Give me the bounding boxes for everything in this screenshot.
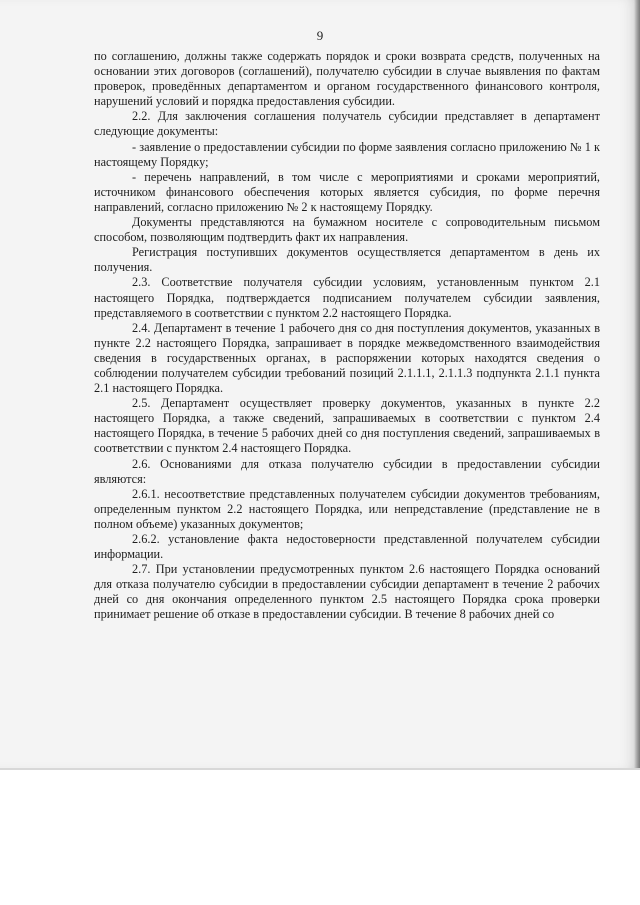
paragraph-2-3: 2.3. Соответствие получателя субсидии условиям, установленным пунктом 2.1 настоящего Порядка, подтверждается подписанием получателем субсидии заявления, представляемого в соответствии с пунктом 2.2 настоящего Порядка. (94, 275, 600, 320)
paragraph-2-7: 2.7. При установлении предусмотренных пунктом 2.6 настоящего Порядка оснований для отказа получателю субсидии в предоставлении субсидии департамент в течение 2 рабочих дней со дня окончания определенного пунктом 2.5 настоящего Порядка срока проверки принимает решение об отказе в предоставлении субсидии. В течение 8 рабочих дней со (94, 562, 600, 622)
paragraph-2-5: 2.5. Департамент осуществляет проверку документов, указанных в пункте 2.2 настоящего Порядка, а также сведений, запрашиваемых в соответствии с пунктом 2.4 настоящего Порядка, в течение 5 рабочих дней со дня поступления сведений, запрашиваемых в соответствии с пунктом 2.4 настоящего Порядка. (94, 396, 600, 456)
list-item-directions: - перечень направлений, в том числе с мероприятиями и сроками мероприятий, источником финансового обеспечения которых является субсидия, по форме перечня направлений, согласно приложению № 2 к настоящему Порядку. (94, 169, 600, 214)
paragraph-2-6-1: 2.6.1. несоответствие представленных получателем субсидии документов требованиям, определенным пунктом 2.2 настоящего Порядка, или непредставление (представление не в полном объеме) указанных документов; (94, 486, 600, 531)
paragraph-continuation: по соглашению, должны также содержать порядок и сроки возврата средств, полученных на основании этих договоров (соглашений), получателю субсидии в случае выявления по фактам проверок, проведённых департаментом и органом государственного финансового контроля, нарушений условий и порядка предоставления субсидии. (94, 49, 600, 109)
paragraph-2-4: 2.4. Департамент в течение 1 рабочего дня со дня поступления документов, указанных в пункте 2.2 настоящего Порядка, запрашивает в порядке межведомственного взаимодействия сведения в государственных органах, в распоряжении которых находятся сведения о соблюдении получателем субсидии требований позиций 2.1.1.1, 2.1.1.3 подпункта 2.1.1 пункта 2.1 настоящего Порядка. (94, 320, 600, 396)
paragraph-paper-submission: Документы представляются на бумажном носителе с сопроводительным письмом способом, позволяющим подтвердить факт их направления. (94, 215, 600, 245)
page-number: 9 (316, 28, 324, 43)
paragraph-2-2: 2.2. Для заключения соглашения получатель субсидии представляет в департамент следующие документы: (94, 109, 600, 139)
paragraph-2-6: 2.6. Основаниями для отказа получателю субсидии в предоставлении субсидии являются: (94, 456, 600, 486)
paragraph-2-6-2: 2.6.2. установление факта недостоверности представленной получателем субсидии информации. (94, 532, 600, 562)
list-item-application: - заявление о предоставлении субсидии по форме заявления согласно приложению № 1 к настоящему Порядку; (94, 139, 600, 169)
document-body (94, 49, 600, 623)
paragraph-registration: Регистрация поступивших документов осуществляется департаментом в день их получения. (94, 245, 600, 275)
